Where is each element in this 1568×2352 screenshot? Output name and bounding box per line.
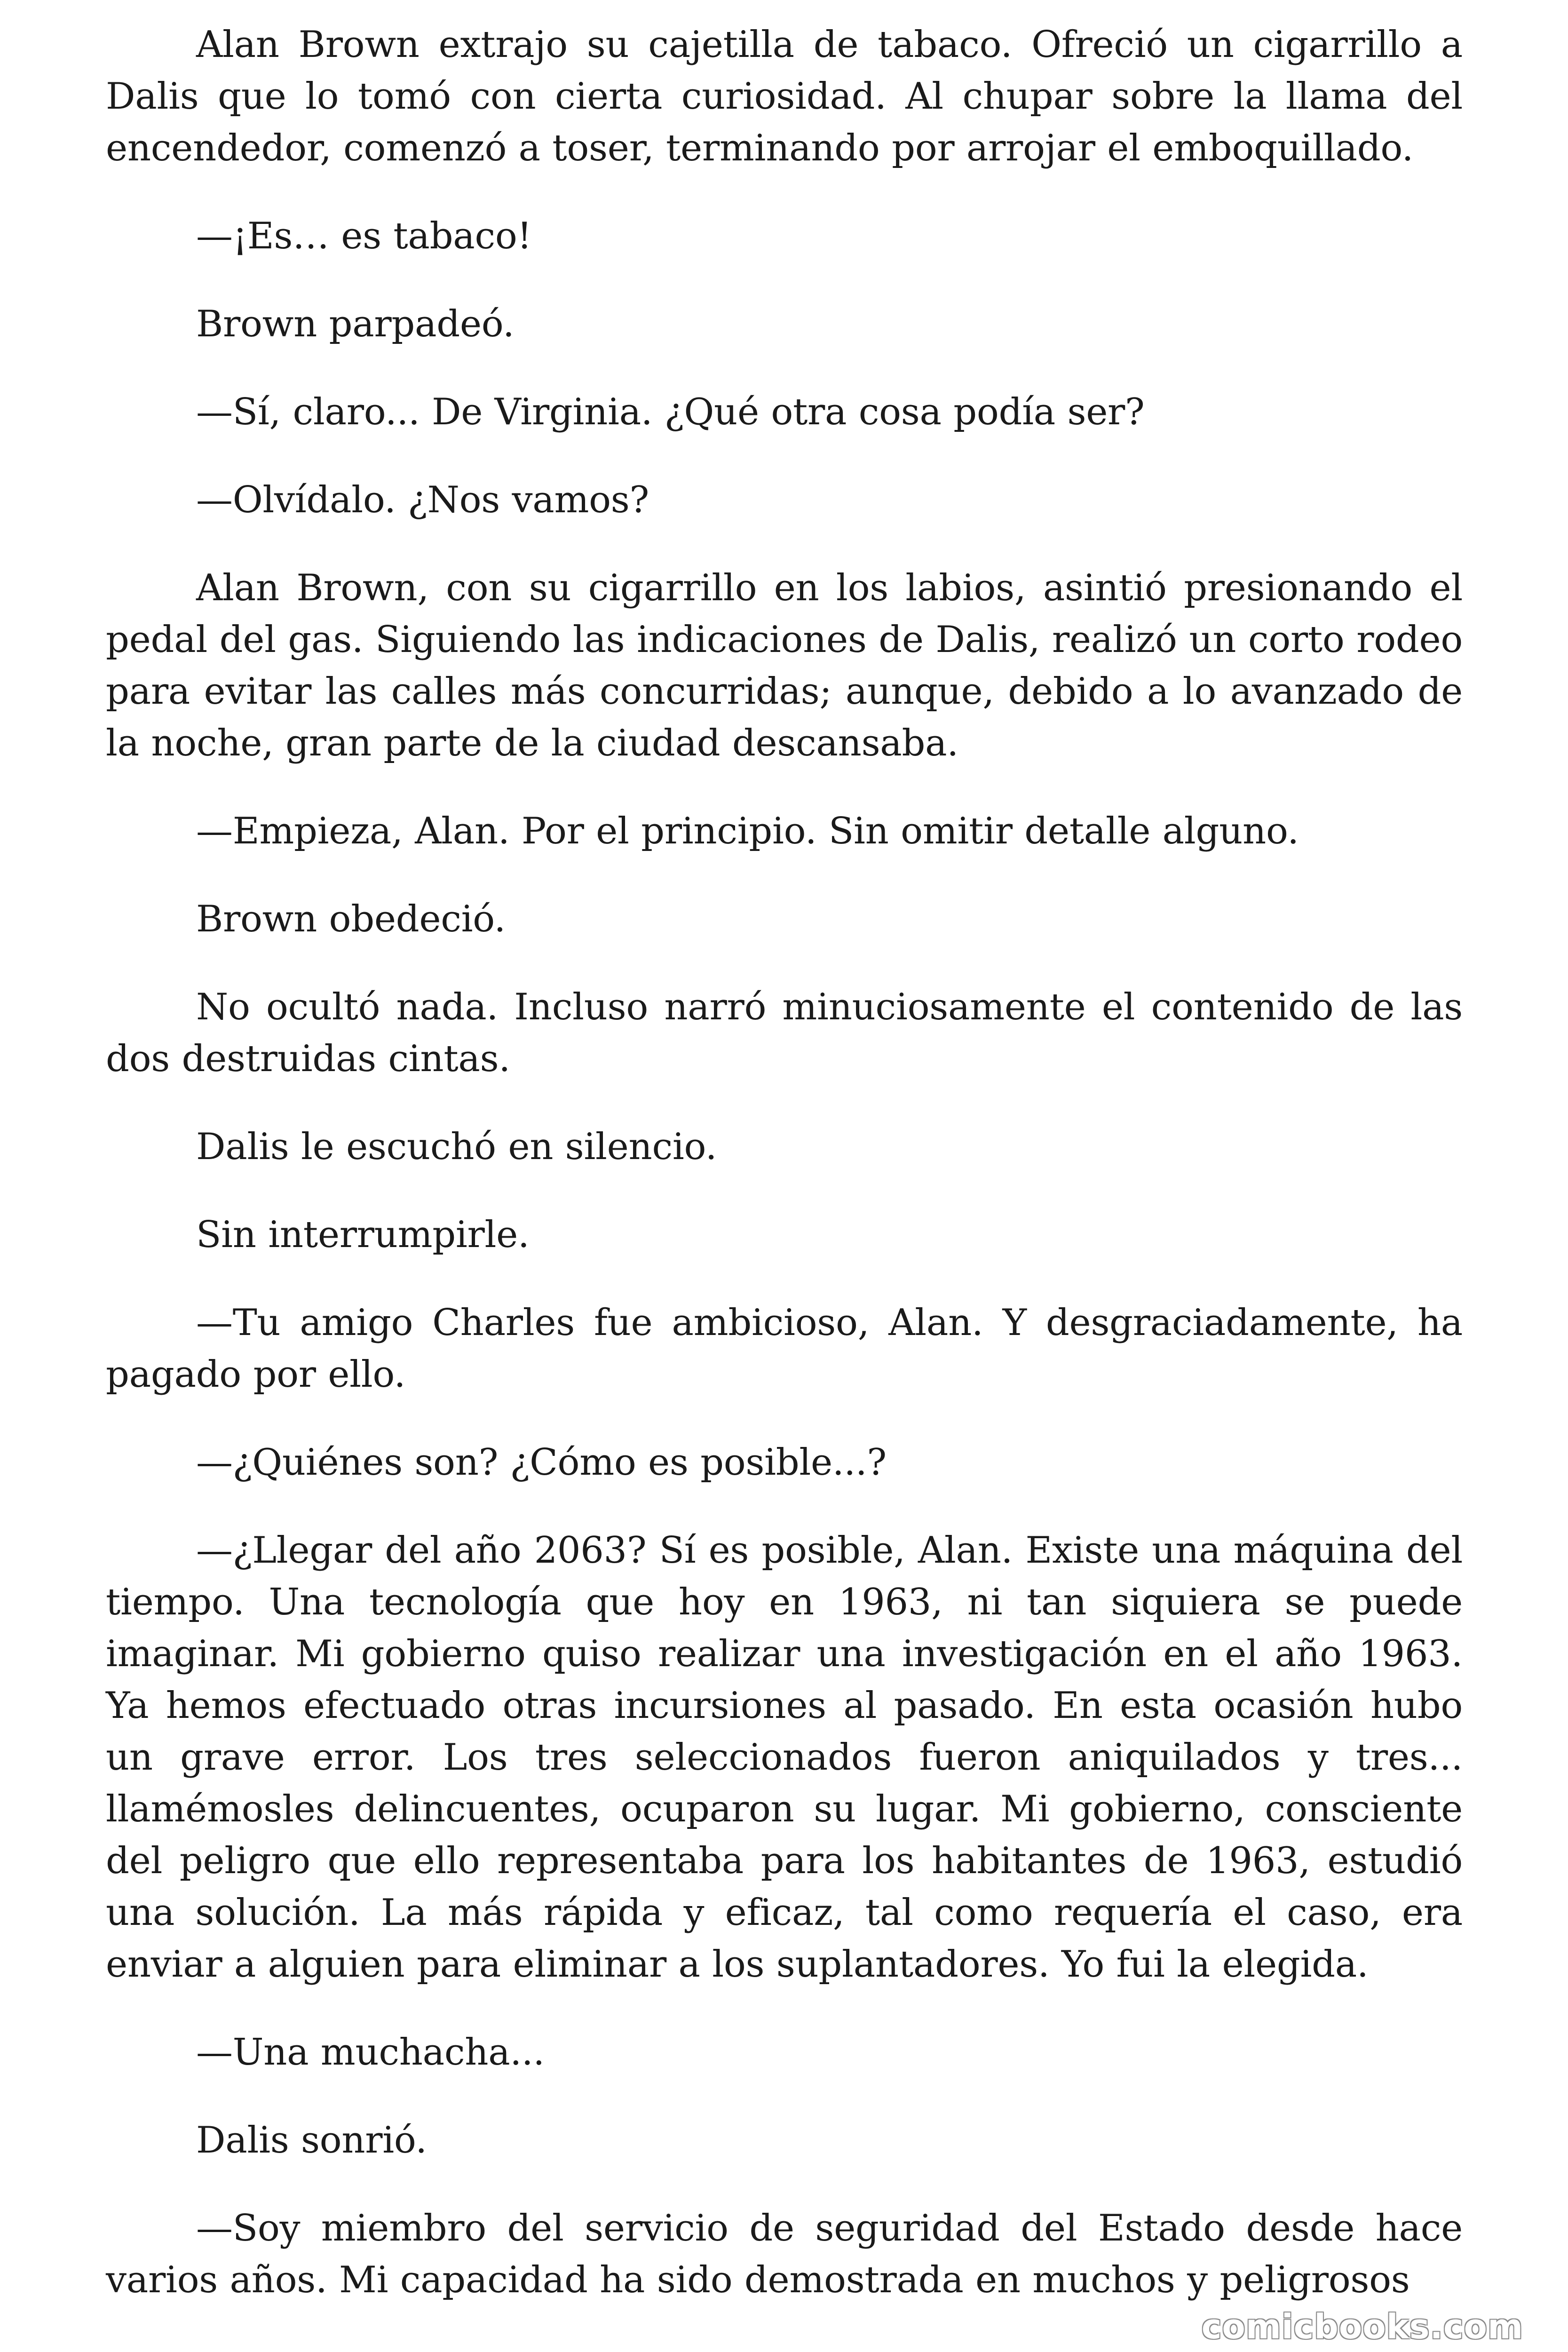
paragraph: —Olvídalo. ¿Nos vamos? — [196, 479, 649, 521]
paragraph: Dalis le escuchó en silencio. — [196, 1126, 717, 1168]
page-text-body — [106, 19, 1463, 2306]
paragraph: Alan Brown, con su cigarrillo en los labios, asintió presionando el pedal del gas. Siguiendo las indicaciones de Dalis, realizó un corto rodeo para evitar las calles más concurridas; aunque, debido a lo avanzado de la noche, gran parte de la ciudad descansaba. — [106, 567, 1463, 764]
paragraph: No ocultó nada. Incluso narró minuciosamente el contenido de las dos destruidas cintas. — [106, 986, 1463, 1080]
paragraph: Brown obedeció. — [196, 898, 506, 940]
paragraph: —Tu amigo Charles fue ambicioso, Alan. Y desgraciadamente, ha pagado por ello. — [106, 1302, 1463, 1396]
paragraph: Brown parpadeó. — [196, 303, 515, 345]
paragraph: Dalis sonrió. — [196, 2119, 427, 2161]
paragraph: Alan Brown extrajo su cajetilla de tabaco. Ofreció un cigarrillo a Dalis que lo tomó con cierta curiosidad. Al chupar sobre la llama del encendedor, comenzó a toser, terminando por arrojar el emboquillado. — [106, 24, 1463, 169]
paragraph: Sin interrumpirle. — [196, 1214, 530, 1256]
paragraph: —Soy miembro del servicio de seguridad del Estado desde hace varios años. Mi capacidad ha sido demostrada en muchos y peligrosos — [106, 2207, 1463, 2301]
watermark: comicbooks.com — [1201, 2307, 1523, 2346]
paragraph: —¿Quiénes son? ¿Cómo es posible...? — [196, 1441, 887, 1484]
paragraph: —Empieza, Alan. Por el principio. Sin omitir detalle alguno. — [196, 810, 1299, 852]
paragraph: —¡Es… es tabaco! — [196, 215, 532, 257]
paragraph: —Sí, claro... De Virginia. ¿Qué otra cosa podía ser? — [196, 391, 1145, 433]
paragraph: —Una muchacha... — [196, 2031, 545, 2074]
paragraph: —¿Llegar del año 2063? Sí es posible, Alan. Existe una máquina del tiempo. Una tecnología que hoy en 1963, ni tan siquiera se puede imaginar. Mi gobierno quiso realizar una investigación en el año 1963. Ya hemos efectuado otras incursiones al pasado. En esta ocasión hubo un grave error. Los tres seleccionados fueron aniquilados y tres... llamémosles delincuentes, ocuparon su lugar. Mi gobierno, consciente del peligro que ello representaba para los habitantes de 1963, estudió una solución. La más rápida y eficaz, tal como requería el caso, era enviar a alguien para eliminar a los suplantadores. Yo fui la elegida. — [106, 1529, 1463, 1986]
